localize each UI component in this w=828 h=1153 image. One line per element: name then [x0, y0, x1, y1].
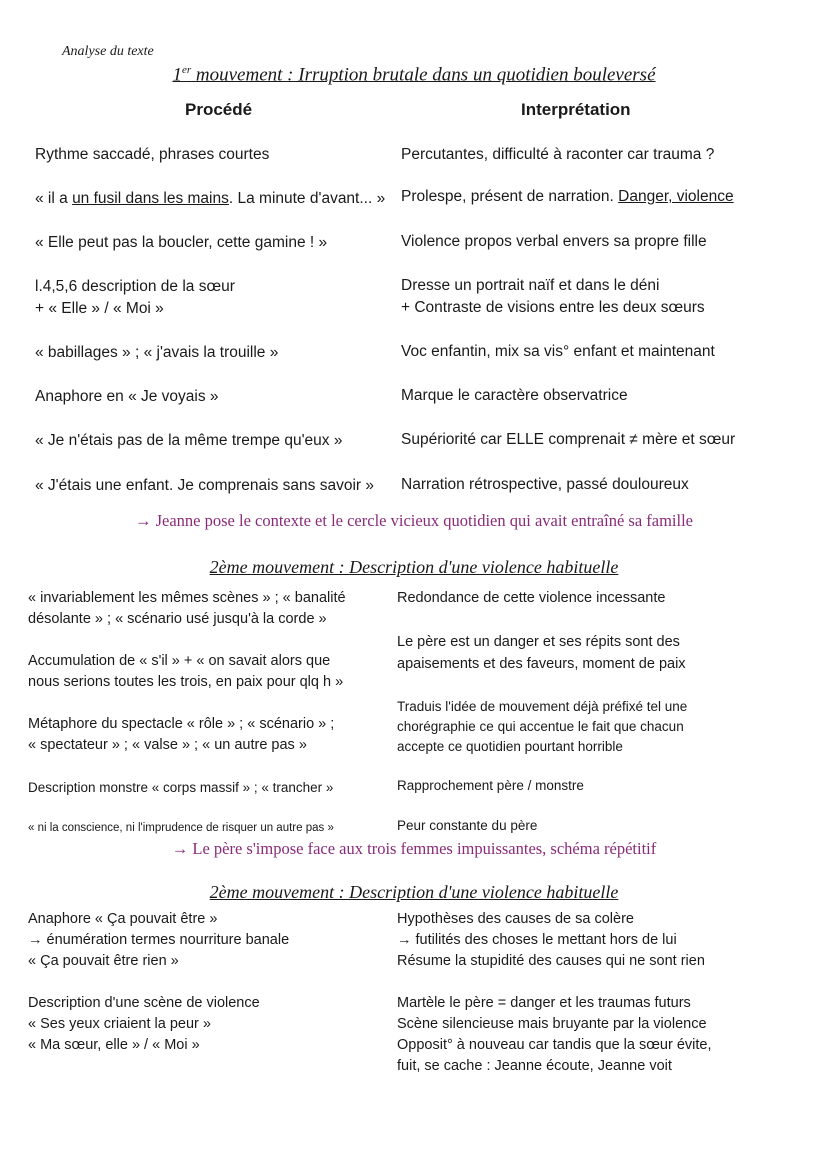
s2-right-line7: Rapprochement père / monstre: [397, 778, 584, 793]
s3-left-line2: → énumération termes nourriture banale: [28, 932, 290, 948]
s1-row2-right: Prolespe, présent de narration. Danger, violence: [401, 188, 734, 205]
s3-left-line5: « Ses yeux criaient la peur »: [28, 1016, 211, 1032]
s1-row1-right: Percutantes, difficulté à raconter car trauma ?: [401, 146, 715, 163]
s1-row5-right: Voc enfantin, mix sa vis° enfant et maintenant: [401, 343, 715, 360]
s1-row4-left-line2: + « Elle » / « Moi »: [35, 300, 164, 317]
s1-row4-left: l.4,5,6 description de la sœur: [35, 278, 235, 295]
s1-row8-left: « J'étais une enfant. Je comprenais sans savoir »: [35, 477, 374, 494]
s3-right-line3: Résume la stupidité des causes qui ne sont rien: [397, 953, 705, 969]
s1-row8-right: Narration rétrospective, passé douloureux: [401, 476, 689, 493]
s3-left-line1: Anaphore « Ça pouvait être »: [28, 911, 218, 927]
s2-right-line5: chorégraphie ce qui accentue le fait que chacun: [397, 719, 684, 734]
s2-left-line4: nous serions toutes les trois, en paix pour qlq h »: [28, 674, 344, 690]
s1-row4-right-line2: + Contraste de visions entre les deux sœurs: [401, 299, 705, 316]
s2-right-line1: Redondance de cette violence incessante: [397, 590, 666, 606]
column-header-interpretation: Interprétation: [521, 100, 631, 119]
s1-row3-left: « Elle peut pas la boucler, cette gamine ! »: [35, 234, 328, 251]
s2-left-line5: Métaphore du spectacle « rôle » ; « scénario » ;: [28, 716, 335, 732]
s3-right-line1: Hypothèses des causes de sa colère: [397, 911, 634, 927]
s3-right-line2: → futilités des choses le mettant hors de lui: [397, 932, 677, 948]
section3-title: 2ème mouvement : Description d'une violence habituelle: [209, 882, 619, 902]
s1-row4-right: Dresse un portrait naïf et dans le déni: [401, 277, 660, 294]
s1-row7-right: Supériorité car ELLE comprenait ≠ mère et sœur: [401, 431, 736, 448]
s3-left-line3: « Ça pouvait être rien »: [28, 953, 179, 969]
s1-row7-left: « Je n'étais pas de la même trempe qu'eux »: [35, 432, 343, 449]
s1-row5-left: « babillages » ; « j'avais la trouille »: [35, 344, 279, 361]
s2-right-line3: apaisements et des faveurs, moment de paix: [397, 656, 686, 672]
s3-left-line4: Description d'une scène de violence: [28, 995, 260, 1011]
s1-row2-left: « il a un fusil dans les mains. La minute d'avant... »: [35, 190, 386, 207]
section2-title: 2ème mouvement : Description d'une violence habituelle: [209, 557, 619, 577]
s2-right-line2: Le père est un danger et ses répits sont des: [397, 634, 680, 650]
s3-right-line4: Martèle le père = danger et les traumas futurs: [397, 995, 691, 1011]
s3-right-line7: fuit, se cache : Jeanne écoute, Jeanne voit: [397, 1058, 672, 1074]
s2-left-line6: « spectateur » ; « valse » ; « un autre pas »: [28, 737, 307, 753]
s2-right-line8: Peur constante du père: [397, 818, 538, 833]
s3-right-line6: Opposit° à nouveau car tandis que la sœur évite,: [397, 1037, 712, 1053]
document-label: Analyse du texte: [62, 44, 154, 59]
s2-left-line1: « invariablement les mêmes scènes » ; « banalité: [28, 590, 346, 606]
column-header-procede: Procédé: [185, 100, 253, 119]
s3-right-line5: Scène silencieuse mais bruyante par la violence: [397, 1016, 707, 1032]
s1-row6-right: Marque le caractère observatrice: [401, 387, 628, 404]
s1-row6-left: Anaphore en « Je voyais »: [35, 388, 219, 405]
s2-left-line8: « ni la conscience, ni l'imprudence de risquer un autre pas »: [28, 822, 334, 834]
s2-right-line4: Traduis l'idée de mouvement déjà préfixé tel une: [397, 699, 688, 714]
s2-left-line7: Description monstre « corps massif » ; « trancher »: [28, 780, 334, 795]
s1-row3-right: Violence propos verbal envers sa propre fille: [401, 233, 707, 250]
s2-left-line3: Accumulation de « s'il » + « on savait alors que: [28, 653, 331, 669]
s1-row1-left: Rythme saccadé, phrases courtes: [35, 146, 270, 163]
s2-left-line2: désolante » ; « scénario usé jusqu'à la corde »: [28, 611, 327, 627]
s2-right-line6: accepte ce quotidien pourtant horrible: [397, 739, 623, 754]
section1-title: 1er mouvement : Irruption brutale dans un quotidien bouleversé: [172, 64, 656, 86]
section1-conclusion: → Jeanne pose le contexte et le cercle vicieux quotidien qui avait entraîné sa famille: [134, 511, 694, 530]
section2-conclusion: → Le père s'impose face aux trois femmes impuissantes, schéma répétitif: [171, 839, 657, 858]
s3-left-line6: « Ma sœur, elle » / « Moi »: [28, 1037, 200, 1053]
